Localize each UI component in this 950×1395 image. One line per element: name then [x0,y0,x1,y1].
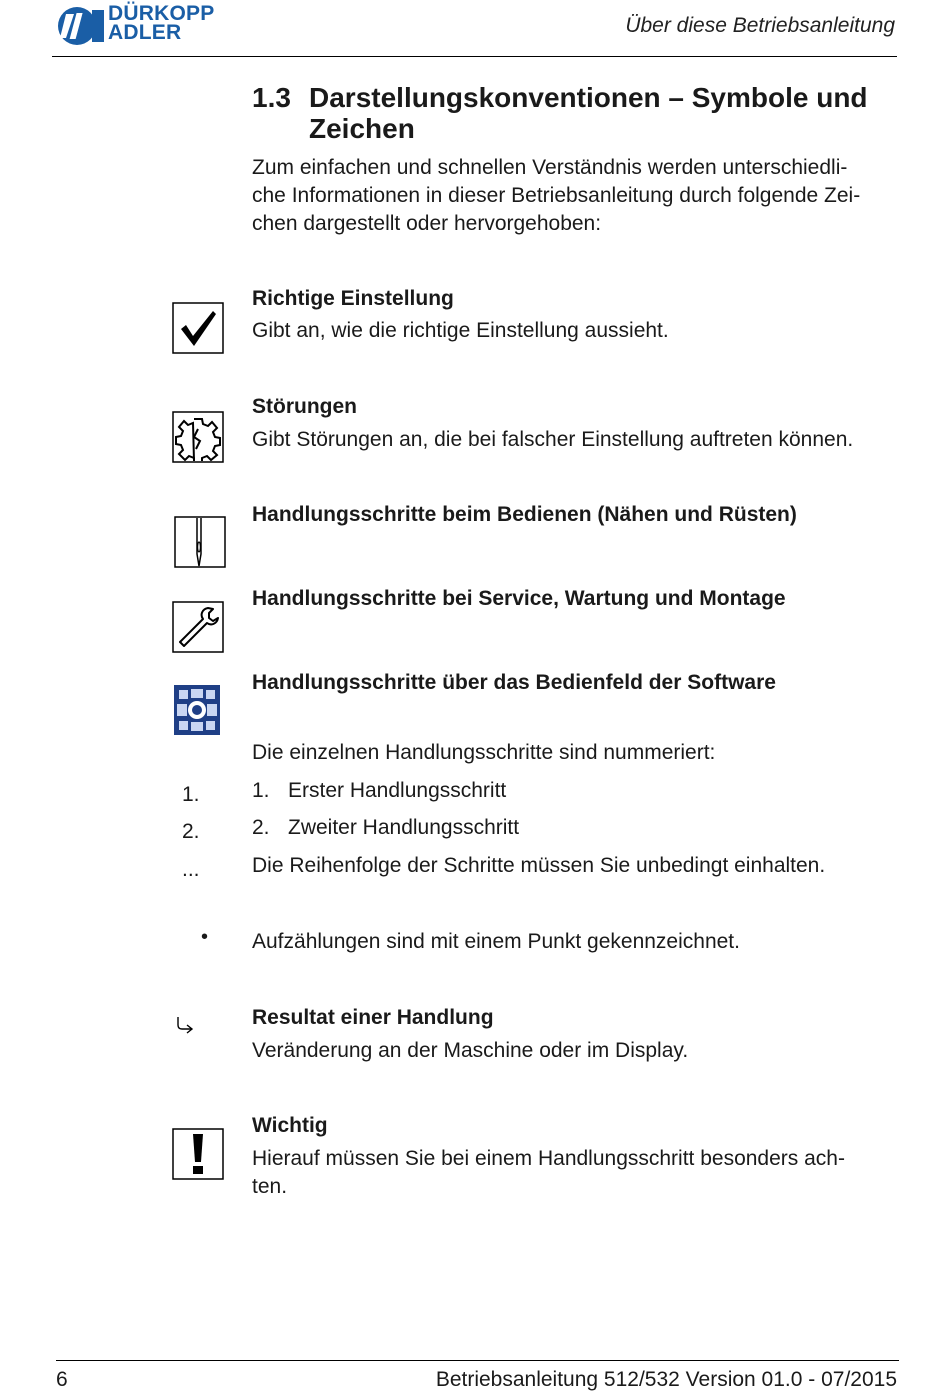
needle-icon [174,516,226,568]
header-title: Über diese Betriebsanleitung [625,14,895,37]
list-item: 1. Erster Handlungsschritt [252,779,507,802]
left-marker: 2. [182,820,200,843]
result-arrow-icon [175,1015,195,1035]
section-heading [252,82,892,144]
important-description-line1: Hierauf müssen Sie bei einem Handlungsschritt besonders ach- [252,1147,845,1170]
broken-gear-icon [172,411,224,463]
left-marker: ... [182,858,200,881]
convention-heading: Störungen [252,395,357,418]
convention-description: Gibt Störungen an, die bei falscher Einstellung auftreten können. [252,428,854,451]
result-description: Veränderung an der Maschine oder im Display. [252,1039,689,1062]
checkmark-icon [172,302,224,354]
convention-heading: Handlungsschritte beim Bedienen (Nähen und Rüsten) [252,503,797,526]
important-description-line2: ten. [252,1175,288,1198]
section-title-line2: Zeichen [309,113,415,144]
control-panel-icon [174,685,220,735]
bullet-text: Aufzählungen sind mit einem Punkt gekennzeichnet. [252,930,740,953]
brand-name: DÜRKOPP ADLER [108,2,215,44]
section-title-line1: Darstellungskonventionen – Symbole und [309,82,868,113]
result-heading: Resultat einer Handlung [252,1006,494,1029]
left-marker: 1. [182,783,200,806]
convention-heading: Handlungsschritte über das Bedienfeld der Software [252,671,776,694]
convention-heading: Richtige Einstellung [252,287,454,310]
numbering-note: Die Reihenfolge der Schritte müssen Sie unbedingt einhalten. [252,854,826,877]
footer-divider [56,1360,899,1361]
header-divider [52,56,897,57]
page-number: 6 [56,1368,68,1391]
numbering-intro: Die einzelnen Handlungsschritte sind nummeriert: [252,741,716,764]
document-info: Betriebsanleitung 512/532 Version 01.0 - 07/2015 [435,1368,897,1391]
exclamation-icon [172,1128,224,1180]
intro-paragraph: Zum einfachen und schnellen Verständnis werden unterschiedli- che Informationen in dieser Betriebsanleitung durch folgende Zei- chen dargestellt oder hervorgehoben: [252,156,861,235]
wrench-icon [172,601,224,653]
convention-heading: Handlungsschritte bei Service, Wartung und Montage [252,587,786,610]
convention-description: Gibt an, wie die richtige Einstellung aussieht. [252,319,669,342]
section-number: 1.3 [252,82,291,113]
important-heading: Wichtig [252,1114,328,1137]
list-item: 2. Zweiter Handlungsschritt [252,816,520,839]
bullet-marker: • [201,926,209,948]
